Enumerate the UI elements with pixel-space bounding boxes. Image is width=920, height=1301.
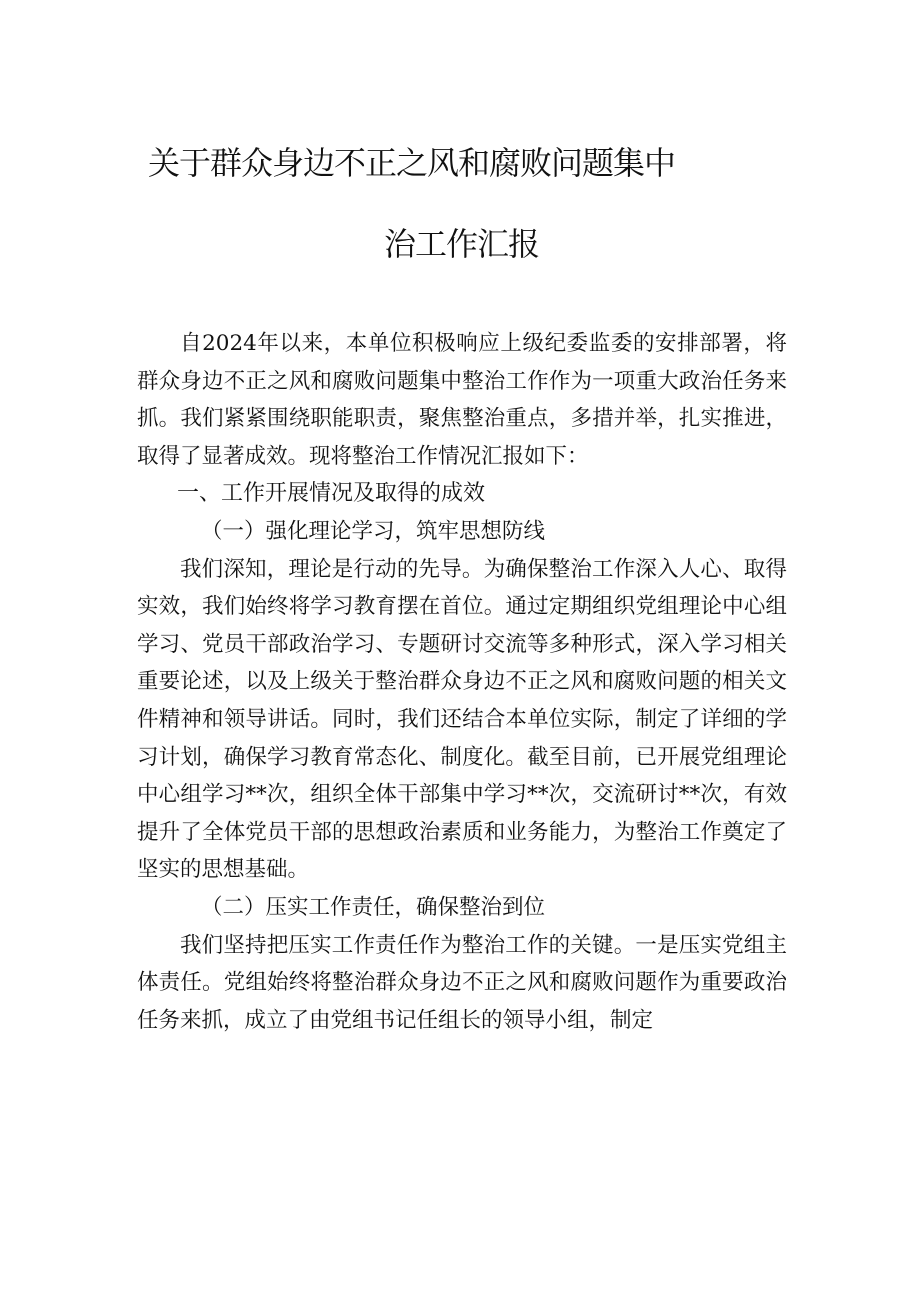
document-body <box>137 325 787 1039</box>
intro-paragraph: 自2024年以来，本单位积极响应上级纪委监委的安排部署，将群众身边不正之风和腐败问题集中整治工作作为一项重大政治任务来抓。我们紧紧围绕职能职责，聚焦整治重点，多措并举，扎实推进，取得了显著成效。现将整治工作情况汇报如下： <box>137 331 787 469</box>
section-heading-1: 一、工作开展情况及取得的成效 <box>177 481 486 507</box>
subsection-heading-2: （二）压实工作责任，确保整治到位 <box>201 894 546 920</box>
document-title-line-2: 治工作汇报 <box>384 225 540 263</box>
subsection-2-paragraph: 我们坚持把压实工作责任作为整治工作的关键。一是压实党组主体责任。党组始终将整治群众身边不正之风和腐败问题作为重要政治任务来抓，成立了由党组书记任组长的领导小组，制定 <box>137 932 787 1033</box>
subsection-heading-1: （一）强化理论学习，筑牢思想防线 <box>201 518 546 544</box>
subsection-1-paragraph: 我们深知，理论是行动的先导。为确保整治工作深入人心、取得实效，我们始终将学习教育摆在首位。通过定期组织党组理论中心组学习、党员干部政治学习、专题研讨交流等多种形式，深入学习相关重要论述，以及上级关于整治群众身边不正之风和腐败问题的相关文件精神和领导讲话。同时，我们还结合本单位实际，制定了详细的学习计划，确保学习教育常态化、制度化。截至目前，已开展党组理论中心组学习**次，组织全体干部集中学习**次，交流研讨**次，有效提升了全体党员干部的思想政治素质和业务能力，为整治工作奠定了坚实的思想基础。 <box>137 556 787 883</box>
document-title-line-1: 关于群众身边不正之风和腐败问题集中 <box>148 144 676 182</box>
